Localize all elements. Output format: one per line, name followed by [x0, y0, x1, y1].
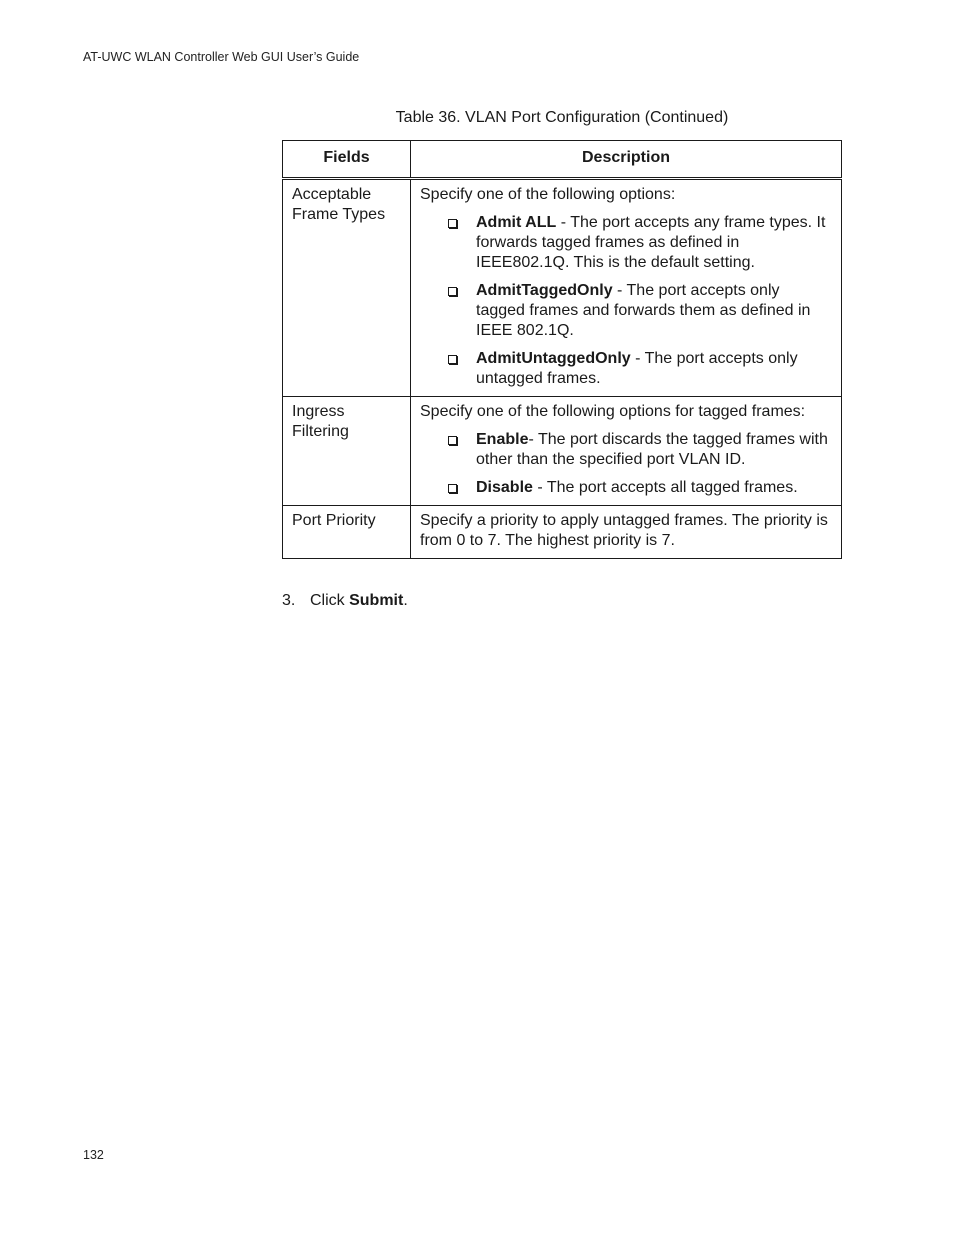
option-text: - The port accepts only tagged frames and forwards them as defined in IEEE 802.1Q.	[476, 282, 811, 339]
column-header-description: Description	[411, 141, 842, 179]
table-caption: Table 36. VLAN Port Configuration (Continued)	[395, 109, 729, 126]
square-bullet-icon	[448, 484, 457, 493]
option-item	[448, 349, 832, 389]
table-row	[283, 397, 842, 506]
step-prefix: Click	[310, 592, 350, 609]
square-bullet-icon	[448, 219, 457, 228]
option-name: AdmitUntaggedOnly	[476, 350, 631, 367]
option-item	[448, 430, 832, 470]
option-name: Disable	[476, 479, 533, 496]
table-row	[283, 179, 842, 397]
field-description	[411, 179, 842, 397]
step-action: Submit	[349, 592, 404, 609]
field-name: Ingress Filtering	[283, 397, 411, 506]
field-description	[411, 397, 842, 506]
option-text: - The port accepts only untagged frames.	[476, 350, 798, 387]
page-number: 132	[83, 1148, 104, 1162]
field-name: Port Priority	[283, 506, 411, 559]
option-text: - The port accepts any frame types. It forwards tagged frames as defined in IEEE802.1Q. This is the default setting.	[476, 214, 826, 271]
description-intro: Specify one of the following options:	[420, 186, 676, 203]
option-name: Enable	[476, 431, 529, 448]
description-intro: Specify one of the following options for tagged frames:	[420, 403, 806, 420]
running-header: AT-UWC WLAN Controller Web GUI User’s Guide	[83, 50, 360, 64]
options-list	[420, 430, 832, 498]
vlan-port-config-table	[282, 140, 842, 559]
option-item	[448, 281, 832, 341]
step-suffix: .	[403, 592, 408, 609]
table-header-row	[283, 141, 842, 179]
square-bullet-icon	[448, 436, 457, 445]
square-bullet-icon	[448, 355, 457, 364]
options-list	[420, 213, 832, 389]
table-row	[283, 506, 842, 559]
field-description: Specify a priority to apply untagged frames. The priority is from 0 to 7. The highest priority is 7.	[411, 506, 842, 559]
option-item	[448, 478, 832, 498]
option-text: - The port accepts all tagged frames.	[532, 479, 798, 496]
option-text: - The port discards the tagged frames with other than the specified port VLAN ID.	[476, 431, 828, 468]
square-bullet-icon	[448, 287, 457, 296]
option-name: Admit ALL	[476, 214, 557, 231]
option-item	[448, 213, 832, 273]
step-number: 3.	[282, 592, 296, 609]
field-name: Acceptable Frame Types	[283, 179, 411, 397]
column-header-fields: Fields	[283, 141, 411, 179]
procedure-step	[282, 592, 408, 610]
option-name: AdmitTaggedOnly	[476, 282, 613, 299]
